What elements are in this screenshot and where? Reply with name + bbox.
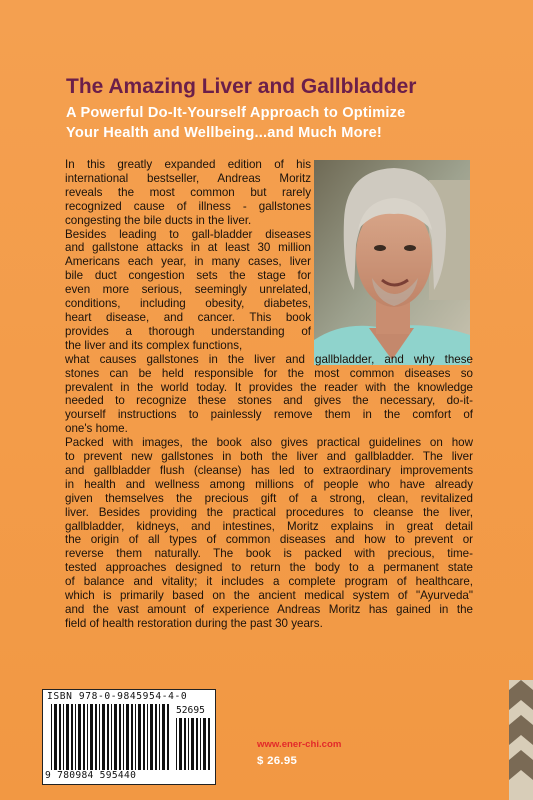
barcode-bar [203, 718, 206, 770]
book-description [65, 158, 473, 631]
barcode-bar [138, 704, 141, 770]
barcode-bar [83, 704, 85, 770]
text-line: of balance and vitality; it includes a complete program of healthcare, [65, 575, 473, 589]
barcode-bar [196, 718, 198, 770]
barcode-bar [131, 704, 133, 770]
description-paragraph [65, 436, 473, 631]
text-line: which is primarily based on the ancient medical system of "Ayurveda" [65, 589, 473, 603]
book-subtitle [66, 103, 506, 143]
text-line: the origin of all types of common diseases and how to prevent or [65, 533, 473, 547]
barcode-bar [126, 704, 129, 770]
text-line: Americans each year, in many cases, liver [65, 255, 311, 269]
text-line: In this greatly expanded edition of his [65, 158, 311, 171]
barcode-bar [66, 704, 69, 770]
text-line: heart disease, and cancer. This book [65, 310, 311, 324]
barcode-bar [90, 704, 93, 770]
subtitle-line: Your Health and Wellbeing...and Much More! [66, 125, 382, 141]
barcode-bar [87, 704, 88, 770]
text-line: the liver and its complex functions, [65, 338, 243, 352]
text-line: and the vast amount of experience Andreas Moritz has gained in the [65, 603, 473, 616]
barcode-bar [191, 718, 194, 770]
barcode-bar [150, 704, 153, 770]
subtitle-line: A Powerful Do-It-Yourself Approach to Optimize [66, 105, 406, 121]
ean-barcode-icon [51, 704, 171, 770]
text-line: in health and wellness among millions of people who have already [65, 477, 473, 491]
barcode-bar [99, 704, 100, 770]
isbn-text: ISBN 978-0-9845954-4-0 [47, 691, 188, 702]
text-line: Packed with images, the book also gives practical guidelines on how [65, 436, 473, 450]
barcode-bar [114, 704, 117, 770]
text-line: even more serious, seemingly unrelated, [65, 283, 311, 297]
barcode-bar [188, 718, 189, 770]
text-line: reveals the most common but rarely [65, 185, 311, 199]
barcode-bar [63, 704, 64, 770]
barcode-bar [59, 704, 61, 770]
description-paragraph [65, 158, 473, 228]
edge-decoration [509, 680, 533, 800]
barcode-bar [208, 718, 210, 770]
addon-barcode-icon [176, 718, 210, 770]
text-line: bile duct congestion sets the stage for [65, 269, 311, 283]
barcode-bar [54, 704, 57, 770]
barcode-bar [102, 704, 105, 770]
text-line: congesting the bile ducts in the liver. [65, 213, 252, 227]
text-line: needed to recognize these stones and gives the necessary, do-it- [65, 394, 473, 408]
text-line: one's home. [65, 422, 128, 436]
text-line: stones can be held responsible for the most common diseases so [65, 366, 473, 380]
barcode-bar [167, 704, 169, 770]
text-line: recognized cause of illness - gallstones [65, 199, 311, 213]
barcode-bar [159, 704, 160, 770]
text-line: given themselves the precious gift of a strong, clean, revitalized [65, 491, 473, 505]
text-line: and gallstone attacks in at least 30 million [65, 241, 311, 255]
barcode-bar [176, 718, 177, 770]
barcode-number: 9 780984 595440 [45, 770, 137, 781]
text-line: provides a thorough understanding of [65, 324, 311, 338]
barcode-bar [95, 704, 97, 770]
text-line: yourself instructions to painlessly remove them in the comfort of [65, 408, 473, 422]
text-line: international bestseller, Andreas Moritz [65, 171, 311, 185]
text-line: reverse them naturally. The book is packed with precious, time- [65, 547, 473, 561]
text-line: and gallbladder flush (cleanse) has led to extraordinary improvements [65, 463, 473, 477]
barcode-bar [143, 704, 145, 770]
text-line: Besides leading to gall-bladder diseases [65, 227, 311, 241]
barcode-bar [147, 704, 148, 770]
barcode-bar [107, 704, 109, 770]
text-line: to prevent new gallstones in both the liver and gallbladder. The liver [65, 450, 473, 464]
text-line: conditions, including obesity, diabetes, [65, 297, 311, 311]
barcode-bar [179, 718, 182, 770]
barcode-bar [119, 704, 121, 770]
text-line: what causes gallstones in the liver and gallbladder, and why these [65, 352, 473, 366]
text-line: field of health restoration during the past 30 years. [65, 616, 323, 630]
barcode-bar [75, 704, 76, 770]
barcode-bar [111, 704, 112, 770]
description-paragraph [65, 228, 473, 437]
book-title: The Amazing Liver and Gallbladder [66, 75, 417, 98]
text-line: liver. Besides providing the practical procedures to cleanse the liver, [65, 505, 473, 519]
barcode-bar [123, 704, 124, 770]
price-code: 52695 [176, 705, 205, 716]
website-link[interactable]: www.ener-chi.com [257, 739, 342, 750]
barcode-bar [135, 704, 136, 770]
barcode-bar [200, 718, 201, 770]
barcode-bar [155, 704, 157, 770]
barcode-bar [71, 704, 73, 770]
book-price: $ 26.95 [257, 755, 298, 767]
text-line: tested approaches designed to return the body to a permanent state [65, 561, 473, 575]
text-line: prevalent in the world today. It provides the reader with the knowledge [65, 380, 473, 394]
barcode-bar [51, 704, 52, 770]
barcode-box [42, 689, 216, 785]
barcode-bar [162, 704, 165, 770]
barcode-bar [184, 718, 186, 770]
text-line: gallbladder, kidneys, and intestines, Moritz explains in great detail [65, 519, 473, 533]
barcode-bar [78, 704, 81, 770]
